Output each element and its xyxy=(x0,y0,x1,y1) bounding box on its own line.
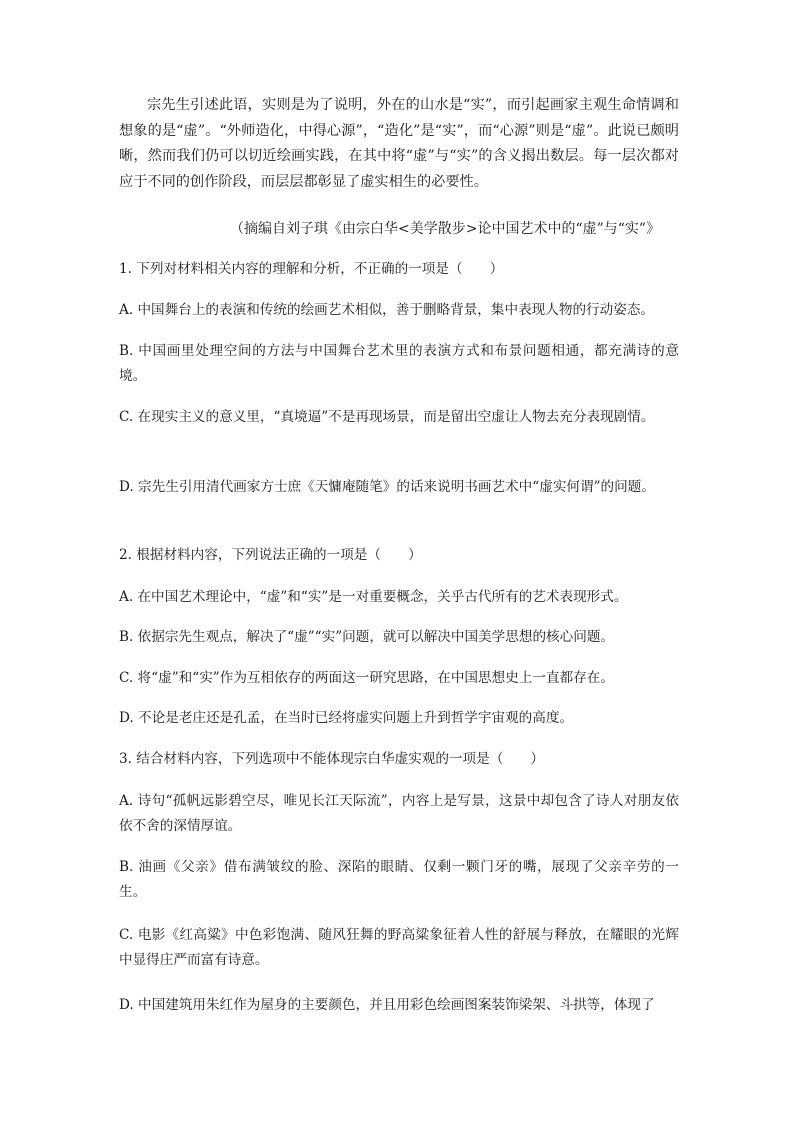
question-3-option-d: D. 中国建筑用朱红作为屋身的主要颜色，并且用彩色绘画图案装饰梁架、斗拱等，体现了 xyxy=(119,997,655,1013)
question-2-option-b: B. 依据宗先生观点，解决了“虚”“实”问题，就可以解决中国美学思想的核心问题。 xyxy=(119,629,615,645)
question-1-option-a: A. 中国舞台上的表演和传统的绘画艺术相似，善于删略背景，集中表现人物的行动姿态。 xyxy=(119,302,655,318)
question-3-stem: 3. 结合材料内容，下列选项中不能体现宗白华虚实观的一项是（ ） xyxy=(119,751,545,767)
question-2-option-d: D. 不论是老庄还是孔孟，在当时已经将虚实问题上升到哲学宇宙观的高度。 xyxy=(119,710,574,726)
question-3-option-c: C. 电影《红高粱》中色彩饱满、随风狂舞的野高粱象征着人性的舒展与释放，在耀眼的光辉中显得庄严而富有诗意。 xyxy=(119,927,679,968)
question-2-option-c: C. 将“虚”和“实”作为互相依存的两面这一研究思路，在中国思想史上一直都存在。 xyxy=(119,670,614,686)
question-1-option-b: B. 中国画里处理空间的方法与中国舞台艺术里的表演方式和布景问题相通，都充满诗的意境。 xyxy=(119,343,679,384)
question-1-stem: 1. 下列对材料相关内容的理解和分析，不正确的一项是（ ） xyxy=(119,261,504,277)
passage-source: （摘编自刘子琪《由宗白华<美学散步>论中国艺术中的“虚”与“实”》 xyxy=(230,221,661,237)
question-3-option-b: B. 油画《父亲》借布满皱纹的脸、深陷的眼睛、仅剩一颗门牙的嘴，展现了父亲辛劳的一生。 xyxy=(119,859,679,900)
question-2-option-a: A. 在中国艺术理论中，“虚”和“实”是一对重要概念，关乎古代所有的艺术表现形式。 xyxy=(119,589,628,605)
question-1-option-d: D. 宗先生引用清代画家方士庶《天慵庵随笔》的话来说明书画艺术中“虚实何谓”的问题。 xyxy=(119,479,655,495)
question-2-stem: 2. 根据材料内容，下列说法正确的一项是（ ） xyxy=(119,547,422,563)
passage-paragraph: 宗先生引述此语，实则是为了说明，外在的山水是“实”，而引起画家主观生命情调和想象的是“虚”。“外师造化，中得心源”，“造化”是“实”，而“心源”则是“虚”。此说已颇明晰，然而我们仍可以切近绘画实践，在其中将“虚”与“实”的含义揭出数层。每一层次都对应于不同的创作阶段，而层层都彰显了虚实相生的必要性。 xyxy=(119,97,679,190)
question-1-option-c: C. 在现实主义的意义里，“真境逼”不是再现场景，而是留出空虚让人物去充分表现剧情。 xyxy=(119,409,655,425)
question-3-option-a: A. 诗句“孤帆远影碧空尽，唯见长江天际流”，内容上是写景，这景中却包含了诗人对朋友依依不舍的深情厚谊。 xyxy=(119,793,679,834)
